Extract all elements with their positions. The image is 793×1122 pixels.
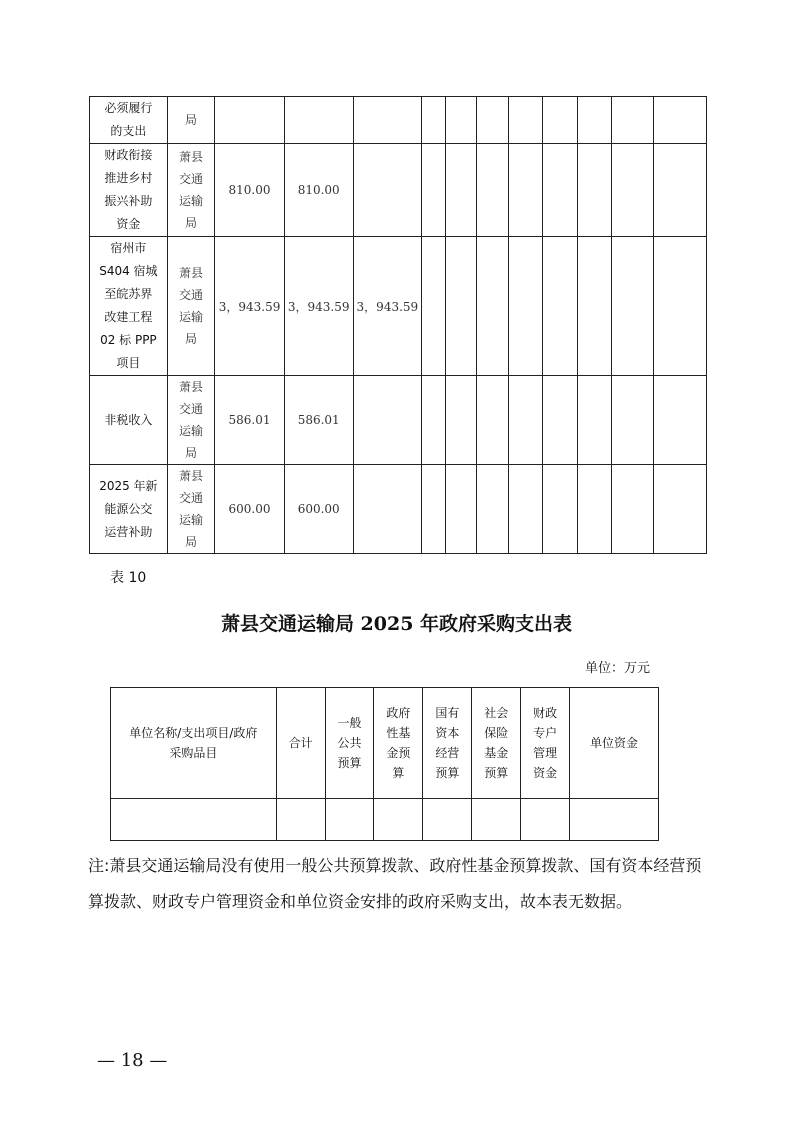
empty-cell [509,97,543,144]
item-name-cell: 必须履行 的支出 [90,97,168,144]
note-text: 注:萧县交通运输局没有使用一般公共预算拨款、政府性基金预算拨款、国有资本经营预算拨款、财政专户管理资金和单位资金安排的政府采购支出，故本表无数据。 [88,856,702,911]
empty-cell [612,97,654,144]
empty-cell [325,799,374,841]
empty-cell [654,376,707,465]
amount-cell: 810.00 [284,144,353,237]
page-number: — 18 — [97,1050,168,1071]
table-row [90,144,707,237]
amount-cell: 3，943.59 [353,237,422,376]
table-label: 表 10 [110,570,147,586]
amount-cell: 586.01 [284,376,353,465]
item-name-cell: 非税收入 [90,376,168,465]
empty-cell [446,144,476,237]
item-name-cell: 2025 年新 能源公交 运营补助 [90,465,168,554]
amount-cell: 3，943.59 [215,237,285,376]
amount-cell: 3，943.59 [284,237,353,376]
item-name-cell: 宿州市 S404 宿城 至皖苏界 改建工程 02 标 PPP 项目 [90,237,168,376]
empty-cell [476,465,508,554]
empty-cell [570,799,659,841]
amount-cell: 586.01 [215,376,285,465]
empty-cell [476,144,508,237]
column-header: 政府 性基 金预 算 [374,688,423,799]
table-row [90,237,707,376]
column-header: 国有 资本 经营 预算 [423,688,472,799]
empty-cell [509,237,543,376]
empty-cell [654,237,707,376]
empty-cell [654,144,707,237]
empty-cell [612,465,654,554]
empty-cell [577,97,611,144]
amount-cell [284,97,353,144]
empty-cell [509,465,543,554]
agency-cell: 萧县 交通 运输 局 [167,376,214,465]
empty-cell [476,376,508,465]
column-header: 社会 保险 基金 预算 [472,688,521,799]
empty-cell [472,799,521,841]
empty-cell [422,237,446,376]
empty-cell [577,465,611,554]
empty-cell [422,465,446,554]
empty-row [111,799,659,841]
amount-cell [353,465,422,554]
empty-cell [543,97,577,144]
empty-cell [521,799,570,841]
empty-cell [446,237,476,376]
budget-table-continued [89,96,707,554]
empty-cell [612,144,654,237]
empty-cell [577,376,611,465]
amount-cell: 810.00 [215,144,285,237]
table-row [90,465,707,554]
empty-cell [509,144,543,237]
page-title: 萧县交通运输局 2025 年政府采购支出表 [220,613,573,635]
empty-cell [577,237,611,376]
empty-cell [654,97,707,144]
amount-cell [353,97,422,144]
empty-cell [543,237,577,376]
item-name-cell: 财政衔接 推进乡村 振兴补助 资金 [90,144,168,237]
empty-cell [446,376,476,465]
empty-cell [543,376,577,465]
amount-cell: 600.00 [284,465,353,554]
empty-cell [509,376,543,465]
amount-cell [353,376,422,465]
empty-cell [543,144,577,237]
column-header: 财政 专户 管理 资金 [521,688,570,799]
empty-cell [654,465,707,554]
empty-cell [476,97,508,144]
amount-cell [215,97,285,144]
agency-cell: 萧县 交通 运输 局 [167,465,214,554]
empty-cell [422,97,446,144]
column-header: 单位名称/支出项目/政府 采购品目 [111,688,277,799]
empty-cell [446,97,476,144]
agency-cell: 萧县 交通 运输 局 [167,144,214,237]
empty-cell [374,799,423,841]
empty-cell [422,376,446,465]
amount-cell: 600.00 [215,465,285,554]
empty-cell [276,799,325,841]
empty-cell [423,799,472,841]
unit-label: 单位：万元 [585,661,651,676]
table-row [90,97,707,144]
header-row [111,688,659,799]
column-header: 一般 公共 预算 [325,688,374,799]
empty-cell [577,144,611,237]
column-header: 合计 [276,688,325,799]
empty-cell [612,237,654,376]
empty-cell [446,465,476,554]
table-row [90,376,707,465]
empty-cell [476,237,508,376]
empty-cell [111,799,277,841]
agency-cell: 萧县 交通 运输 局 [167,237,214,376]
amount-cell [353,144,422,237]
agency-cell: 局 [167,97,214,144]
column-header: 单位资金 [570,688,659,799]
procurement-table [110,687,659,841]
empty-cell [543,465,577,554]
empty-cell [612,376,654,465]
empty-cell [422,144,446,237]
